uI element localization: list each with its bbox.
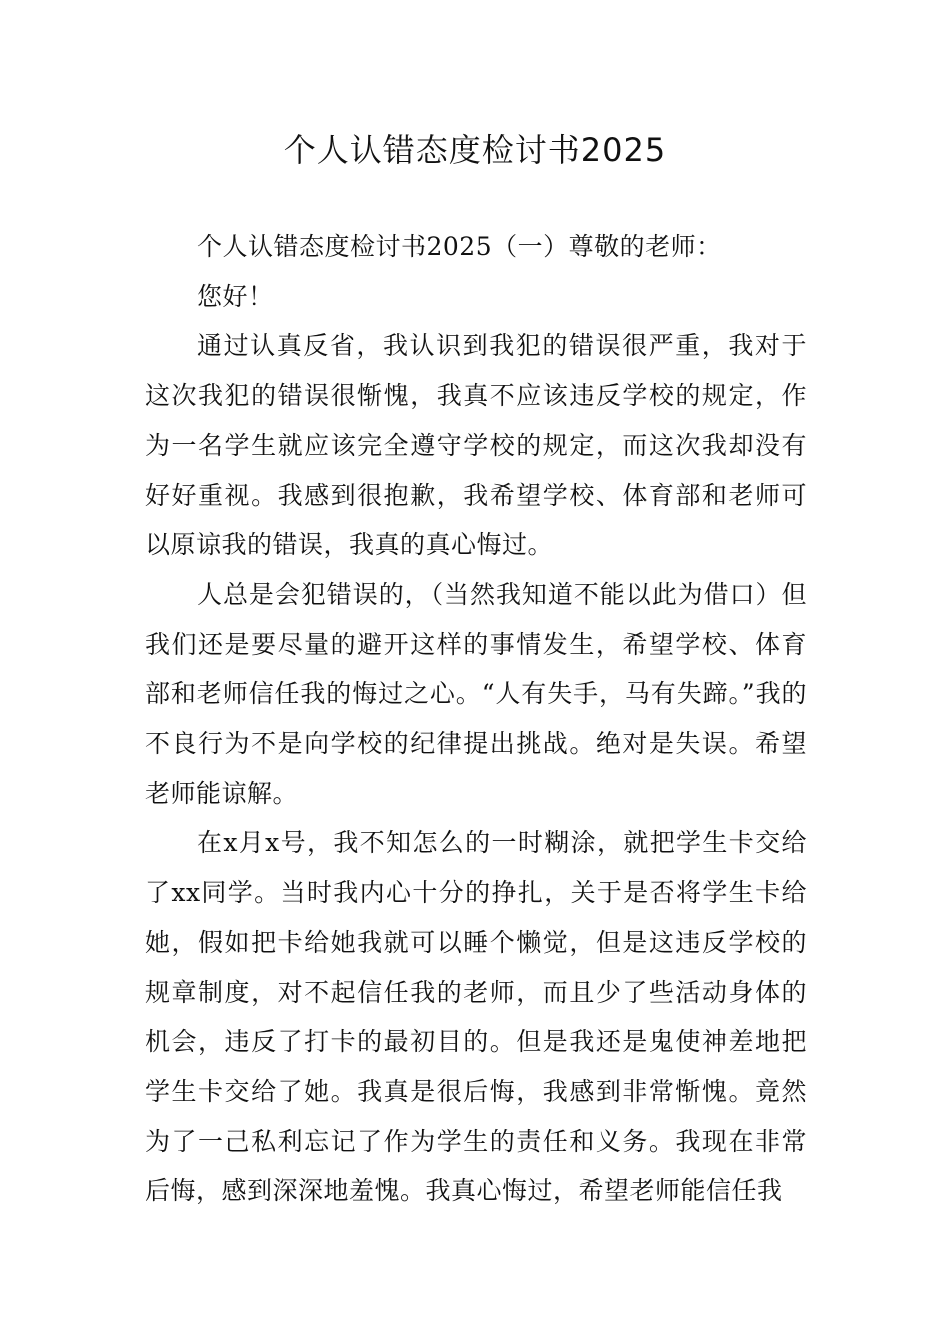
- paragraph-reflection: 通过认真反省，我认识到我犯的错误很严重，我对于这次我犯的错误很惭愧，我真不应该违反学校的规定，作为一名学生就应该完全遵守学校的规定，而这次我却没有好好重视。我感到很抱歉，我希望学校、体育部和老师可以原谅我的错误，我真的真心悔过。: [145, 331, 807, 560]
- paragraph-incident: 在x月x号，我不知怎么的一时糊涂，就把学生卡交给了xx同学。当时我内心十分的挣扎，关于是否将学生卡给她，假如把卡给她我就可以睡个懒觉，但是这违反学校的规章制度，对不起信任我的老师，而且少了些活动身体的机会，违反了打卡的最初目的。但是我还是鬼使神差地把学生卡交给了她。我真是很后悔，我感到非常惭愧。竟然为了一己私利忘记了作为学生的责任和义务。我现在非常后悔，感到深深地羞愧。我真心悔过，希望老师能信任我: [145, 828, 807, 1206]
- paragraph-heading-line: 个人认错态度检讨书2025（一）尊敬的老师：: [197, 232, 722, 261]
- paragraph-apology: 人总是会犯错误的，（当然我知道不能以此为借口）但我们还是要尽量的避开这样的事情发生，希望学校、体育部和老师信任我的悔过之心。“人有失手，马有失蹄。”我的不良行为不是向学校的纪律提出挑战。绝对是失误。希望老师能谅解。: [145, 579, 807, 808]
- document-title: 个人认错态度检讨书2025: [283, 131, 667, 169]
- paragraph-greeting: 您好！: [197, 281, 274, 311]
- document-body: [145, 222, 807, 1216]
